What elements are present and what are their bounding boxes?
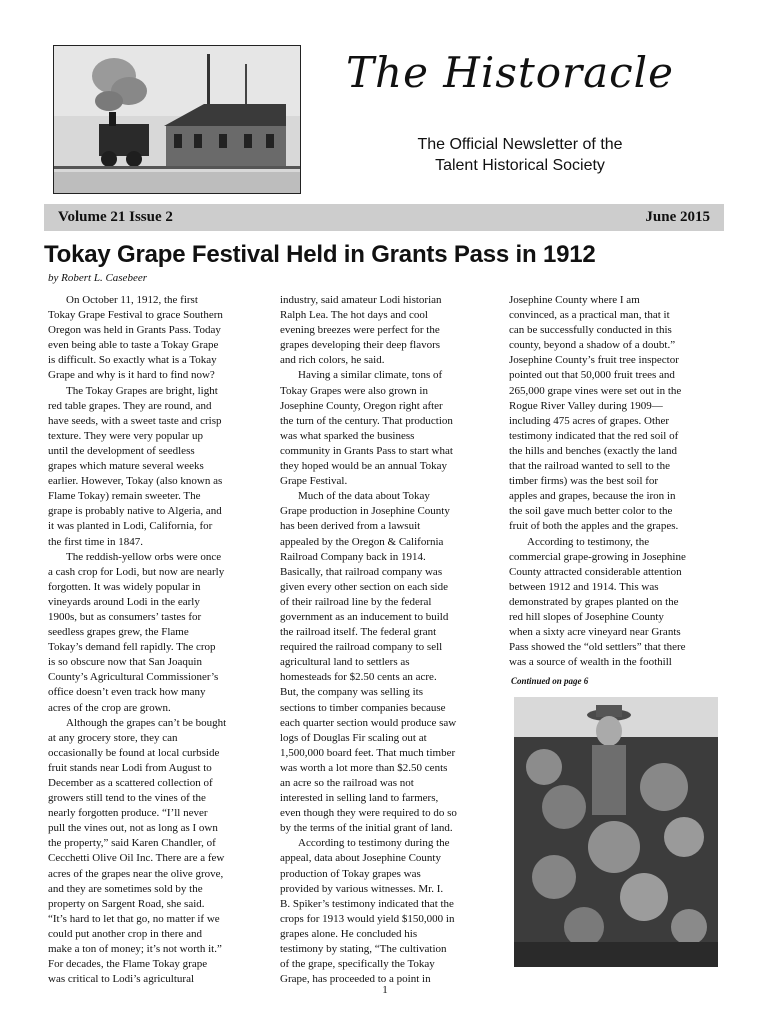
- article-line: commercial grape-growing in Josephine: [509, 550, 686, 563]
- article-line: demonstrated by grapes planted on the: [509, 595, 679, 608]
- article-line: a cash crop for Lodi, but now are nearly: [48, 565, 225, 578]
- article-line: December as a scattered collection of: [48, 777, 213, 789]
- article-line: B. Spiker’s testimony indicated that the: [280, 897, 454, 910]
- article-line: was a source of wealth in the foothill: [509, 656, 672, 669]
- article-line: Josephine County where I am: [509, 294, 640, 306]
- article-line: testimony by stating, “The cultivation: [280, 943, 447, 956]
- article-line: Tokay Grape Festival to grace Southern: [48, 309, 223, 322]
- article-line: even being able to taste a Tokay Grape: [48, 339, 219, 352]
- article-line: Grape Festival.: [280, 475, 348, 488]
- article-line: Oregon was held in Grants Pass. Today: [48, 324, 221, 337]
- masthead-train-depot-photo: [53, 45, 301, 194]
- article-line: timber firms) was the best soil for: [509, 475, 659, 488]
- article-line: earlier. However, Tokay (also known as: [48, 475, 223, 488]
- article-line: The Tokay Grapes are bright, light: [66, 384, 218, 397]
- article-line: Flame Tokay) remain sweeter. The: [48, 490, 201, 503]
- article-line: until the development of seedless: [48, 444, 195, 457]
- article-line: nearly forgotten produce. “I’ll never: [48, 807, 208, 820]
- article-line: apples and grapes, because the iron in: [509, 490, 676, 503]
- article-line: grape is probably native to Algeria, and: [48, 505, 222, 518]
- article-line: On October 11, 1912, the first: [66, 294, 198, 306]
- article-line: 1900s, but as consumers’ tastes for: [48, 610, 202, 623]
- article-line: production of Tokay grapes was: [280, 867, 421, 880]
- article-line: the property,” said Karen Chandler, of: [48, 837, 216, 850]
- continued-note: Continued on page 6: [511, 676, 589, 686]
- article-line: the soil gave much better color to the: [509, 505, 673, 518]
- article-line: the first time in 1847.: [48, 535, 144, 548]
- article-line: has been derived from a lawsuit: [280, 520, 421, 533]
- article-line: was what sparked the business: [280, 429, 415, 442]
- article-byline: by Robert L. Casebeer: [48, 272, 147, 284]
- article-line: According to testimony, the: [527, 535, 650, 548]
- article-line: Railroad Company back in 1914.: [280, 550, 426, 563]
- article-line: pointed out that 50,000 fruit trees and: [509, 369, 675, 382]
- article-line: red hill slopes of Josephine County: [509, 610, 664, 623]
- article-line: could put another crop in there and: [48, 927, 202, 940]
- article-line: texture. They were very popular up: [48, 429, 203, 442]
- article-line: appeal, data about Josephine County: [280, 852, 441, 865]
- article-line: Ralph Lea. The hot days and cool: [280, 309, 428, 322]
- article-line: Although the grapes can’t be bought: [66, 716, 227, 729]
- article-line: between 1912 and 1914. This was: [509, 580, 659, 593]
- article-headline: Tokay Grape Festival Held in Grants Pass in 1912: [44, 241, 596, 268]
- article-line: growers still tend to the vines of the: [48, 792, 206, 805]
- article-line: government as an inducement to build: [280, 610, 449, 623]
- article-line: Josephine County, Oregon right after: [280, 399, 443, 412]
- article-line: County’s Agricultural Commissioner’s: [48, 671, 219, 684]
- article-line: appealed by the Oregon & California: [280, 535, 444, 548]
- article-line: convinced, as a practical man, that it: [509, 309, 670, 322]
- subtitle-line-1: The Official Newsletter of the: [417, 136, 623, 153]
- article-line: acres of the grapes near the olive grove,: [48, 867, 224, 880]
- volume-issue: Volume 21 Issue 2: [58, 209, 173, 225]
- article-line: each quarter section would produce saw: [280, 716, 457, 729]
- article-column-3: [509, 293, 723, 670]
- article-line: an acre so the railroad was not: [280, 777, 414, 789]
- article-line: the railroad itself. The federal grant: [280, 626, 437, 639]
- article-line: grapes developing their deep flavors: [280, 339, 441, 352]
- article-line: property on Sargent Road, she said.: [48, 897, 205, 910]
- article-line: county, beyond a shadow of a doubt.”: [509, 339, 676, 352]
- article-line: Tokay’s demand fell rapidly. The crop: [48, 641, 216, 654]
- article-line: is difficult. So exactly what is a Tokay: [48, 354, 217, 367]
- article-line: crops for 1913 would yield $150,000 in: [280, 912, 455, 925]
- article-line: But, the company was selling its: [280, 686, 423, 699]
- article-line: The reddish-yellow orbs were once: [66, 550, 222, 563]
- article-line: Basically, that railroad company was: [280, 565, 443, 578]
- article-line: logs of Douglas Fir scaling out at: [280, 731, 427, 744]
- article-line: interested in selling land to farmers,: [280, 792, 439, 805]
- issue-date: June 2015: [645, 209, 710, 225]
- article-line: was critical to Lodi’s agricultural: [48, 973, 195, 986]
- article-line: Pass showed the “old settlers” that there: [509, 641, 686, 654]
- article-line: homesteads for $2.50 cents an acre.: [280, 671, 437, 684]
- article-line: they hoped would be an annual Tokay: [280, 460, 448, 473]
- article-line: fruit of both the apples and the grapes.: [509, 520, 679, 533]
- article-line: testimony indicated that the red soil of: [509, 429, 679, 442]
- article-line: have seeds, with a sweet taste and crisp: [48, 414, 222, 427]
- article-line: 1,500,000 board feet. That much timber: [280, 746, 456, 759]
- article-line: including 475 acres of grapes. Other: [509, 414, 670, 427]
- article-line: was worth a lot more than $2.50 cents: [280, 761, 448, 774]
- article-line: Tokay Grapes were also grown in: [280, 384, 428, 397]
- article-line: agricultural land to settlers as: [280, 656, 410, 669]
- article-line: sections to timber companies because: [280, 701, 446, 714]
- article-column-2: [280, 293, 494, 987]
- article-line: red table grapes. They are round, and: [48, 399, 212, 412]
- article-line: evening breezes were perfect for the: [280, 324, 440, 337]
- article-line: forgotten. It was widely popular in: [48, 580, 201, 593]
- article-line: seedless grapes grew, the Flame: [48, 626, 189, 639]
- article-line: community in Grants Pass to start what: [280, 444, 453, 457]
- article-line: vineyards around Lodi in the early: [48, 595, 200, 608]
- article-line: occasionally be found at local curbside: [48, 746, 220, 759]
- article-line: Much of the data about Tokay: [298, 490, 430, 503]
- article-line: is so obscure now that San Joaquin: [48, 656, 202, 669]
- article-line: Josephine County’s fruit tree inspector: [509, 354, 679, 367]
- article-line: According to testimony during the: [298, 837, 450, 850]
- article-line: at any grocery store, they can: [48, 731, 178, 744]
- article-line: of the grape, specifically the Tokay: [280, 958, 435, 971]
- article-line: the turn of the century. That production: [280, 414, 453, 427]
- article-line: For decades, the Flame Tokay grape: [48, 958, 208, 971]
- article-line: Grape, has proceeded to a point in: [280, 973, 431, 986]
- article-line: required the railroad company to sell: [280, 641, 443, 654]
- article-line: that the railroad wanted to sell to the: [509, 460, 670, 473]
- article-line: make a ton of money; it’s not worth it.”: [48, 943, 222, 956]
- article-line: and they are sometimes sold by the: [48, 882, 203, 895]
- article-line: when a sixty acre vineyard near Grants: [509, 626, 681, 639]
- article-line: of their railroad line by the federal: [280, 595, 432, 608]
- article-line: provided by various witnesses. Mr. I.: [280, 882, 444, 895]
- article-line: even though they were required to do so: [280, 807, 457, 820]
- page-number: 1: [382, 984, 388, 996]
- article-line: given every other section on each side: [280, 580, 448, 593]
- article-line: County attracted considerable attention: [509, 565, 682, 578]
- article-line: can be successfully conducted in this: [509, 324, 672, 337]
- volume-bar: [44, 204, 724, 231]
- article-line: grapes alone. He concluded his: [280, 927, 418, 940]
- subtitle-line-2: Talent Historical Society: [435, 157, 605, 174]
- newsletter-subtitle: [330, 134, 710, 176]
- article-line: pull the vines out, not as long as I own: [48, 822, 218, 835]
- article-line: and rich colors, he said.: [280, 354, 385, 367]
- newsletter-title: The Historacle: [346, 48, 674, 97]
- article-line: 265,000 grape vines were set out in the: [509, 384, 682, 397]
- article-line: by the terms of the initial grant of land.: [280, 822, 453, 835]
- article-line: Grape and why is it hard to find now?: [48, 369, 215, 382]
- article-line: “It’s hard to let that go, no matter if we: [48, 912, 220, 925]
- article-line: Cecchetti Olive Oil Inc. There are a few: [48, 852, 225, 865]
- article-line: the hills and benches (exactly the land: [509, 444, 677, 457]
- article-line: it was planted in Lodi, California, for: [48, 520, 213, 533]
- article-line: Having a similar climate, tons of: [298, 369, 443, 382]
- article-line: Grape production in Josephine County: [280, 505, 450, 518]
- grape-harvest-photo: [514, 697, 718, 967]
- article-line: acres of the crop are grown.: [48, 701, 171, 714]
- article-line: industry, said amateur Lodi historian: [280, 294, 442, 306]
- article-line: grapes which mature several weeks: [48, 460, 204, 473]
- article-line: fruit stands near Lodi from August to: [48, 761, 212, 774]
- article-line: office doesn’t even track how many: [48, 686, 206, 699]
- article-line: Rogue River Valley during 1909—: [509, 399, 663, 412]
- article-column-1: [48, 293, 262, 987]
